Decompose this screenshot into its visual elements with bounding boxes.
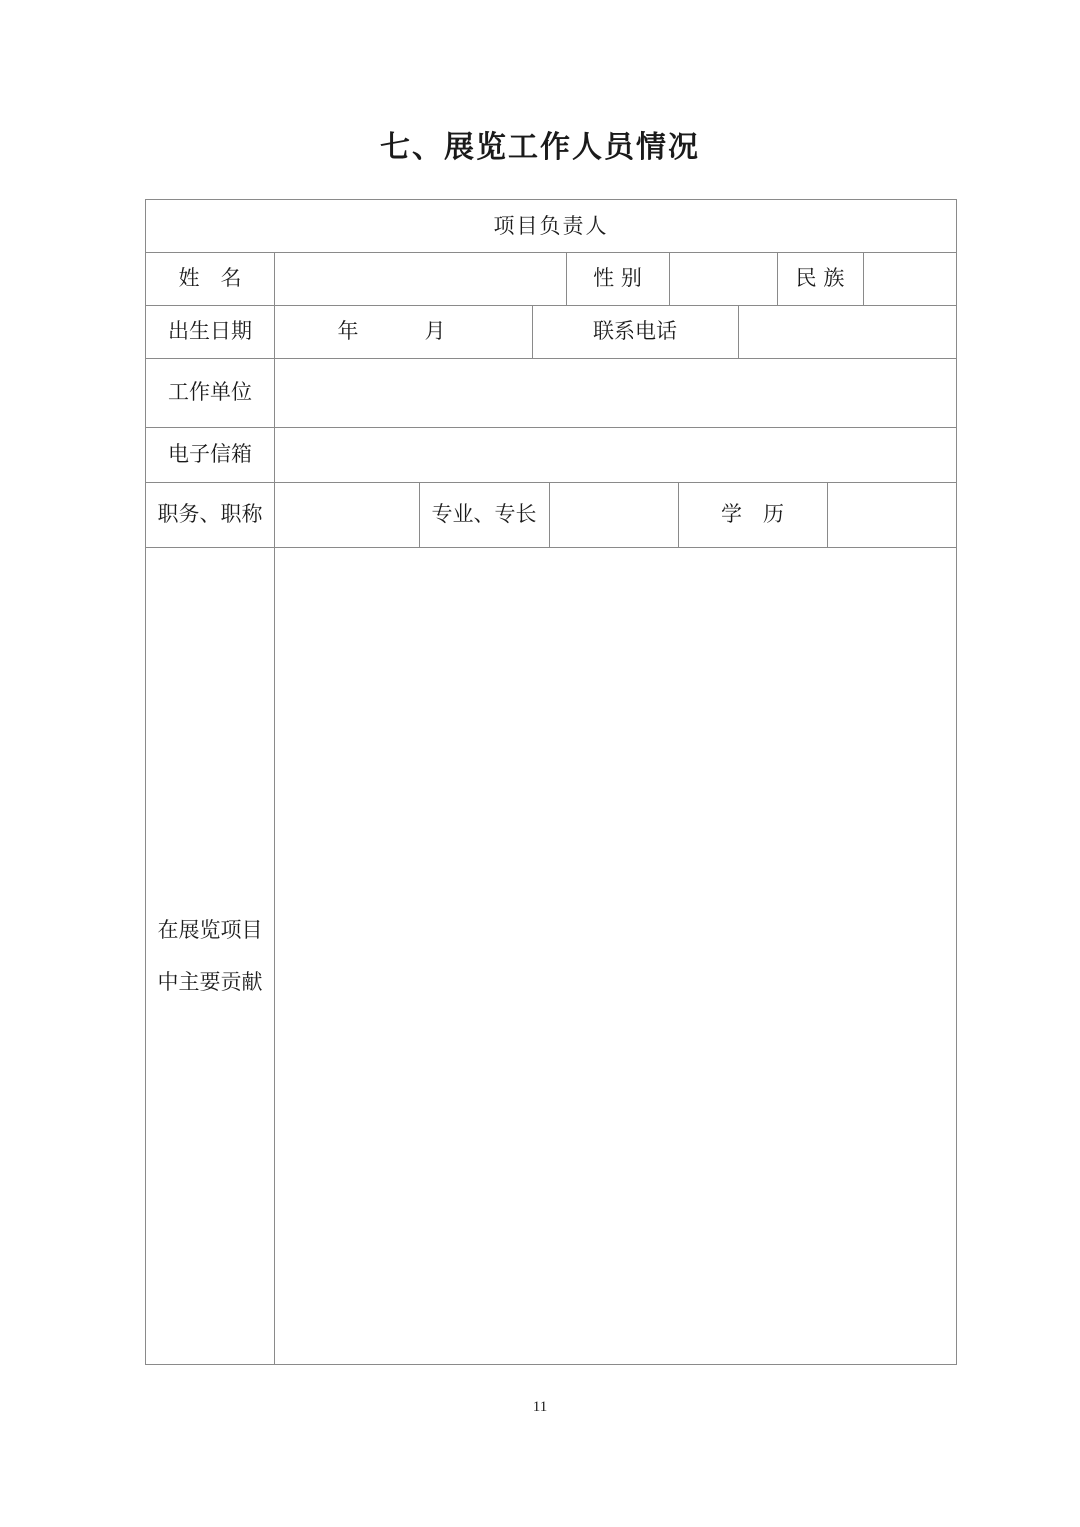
contribution-field[interactable] bbox=[275, 548, 956, 1364]
ethnicity-field[interactable] bbox=[864, 253, 956, 305]
table-header-project-leader: 项目负责人 bbox=[493, 213, 609, 238]
month-label: 月 bbox=[424, 319, 446, 343]
name-field[interactable] bbox=[275, 253, 566, 305]
gender-field[interactable] bbox=[670, 253, 777, 305]
contribution-label bbox=[146, 547, 274, 1364]
ethnicity-label: 民 族 bbox=[795, 266, 845, 290]
phone-label: 联系电话 bbox=[593, 319, 677, 343]
staff-info-table bbox=[145, 199, 957, 1365]
birth-date-field[interactable] bbox=[275, 306, 532, 358]
education-field[interactable] bbox=[828, 483, 956, 547]
contribution-label-line1: 在展览项目 bbox=[157, 917, 263, 942]
employer-label: 工作单位 bbox=[168, 380, 252, 404]
name-label: 姓 名 bbox=[178, 266, 242, 290]
email-label: 电子信箱 bbox=[168, 442, 252, 466]
education-label: 学 历 bbox=[721, 502, 784, 526]
phone-field[interactable] bbox=[739, 306, 956, 358]
position-title-field[interactable] bbox=[275, 483, 419, 547]
specialty-label: 专业、专长 bbox=[431, 502, 537, 526]
specialty-field[interactable] bbox=[550, 483, 678, 547]
contribution-label-line2: 中主要贡献 bbox=[157, 969, 263, 994]
year-label: 年 bbox=[337, 319, 359, 343]
page-title: 七、展览工作人员情况 bbox=[380, 130, 700, 165]
page-number: 11 bbox=[532, 1399, 548, 1415]
position-title-label: 职务、职称 bbox=[157, 502, 263, 526]
gender-label: 性 别 bbox=[593, 266, 642, 290]
email-field[interactable] bbox=[275, 428, 956, 482]
employer-field[interactable] bbox=[275, 359, 956, 427]
birth-date-label: 出生日期 bbox=[168, 319, 252, 343]
